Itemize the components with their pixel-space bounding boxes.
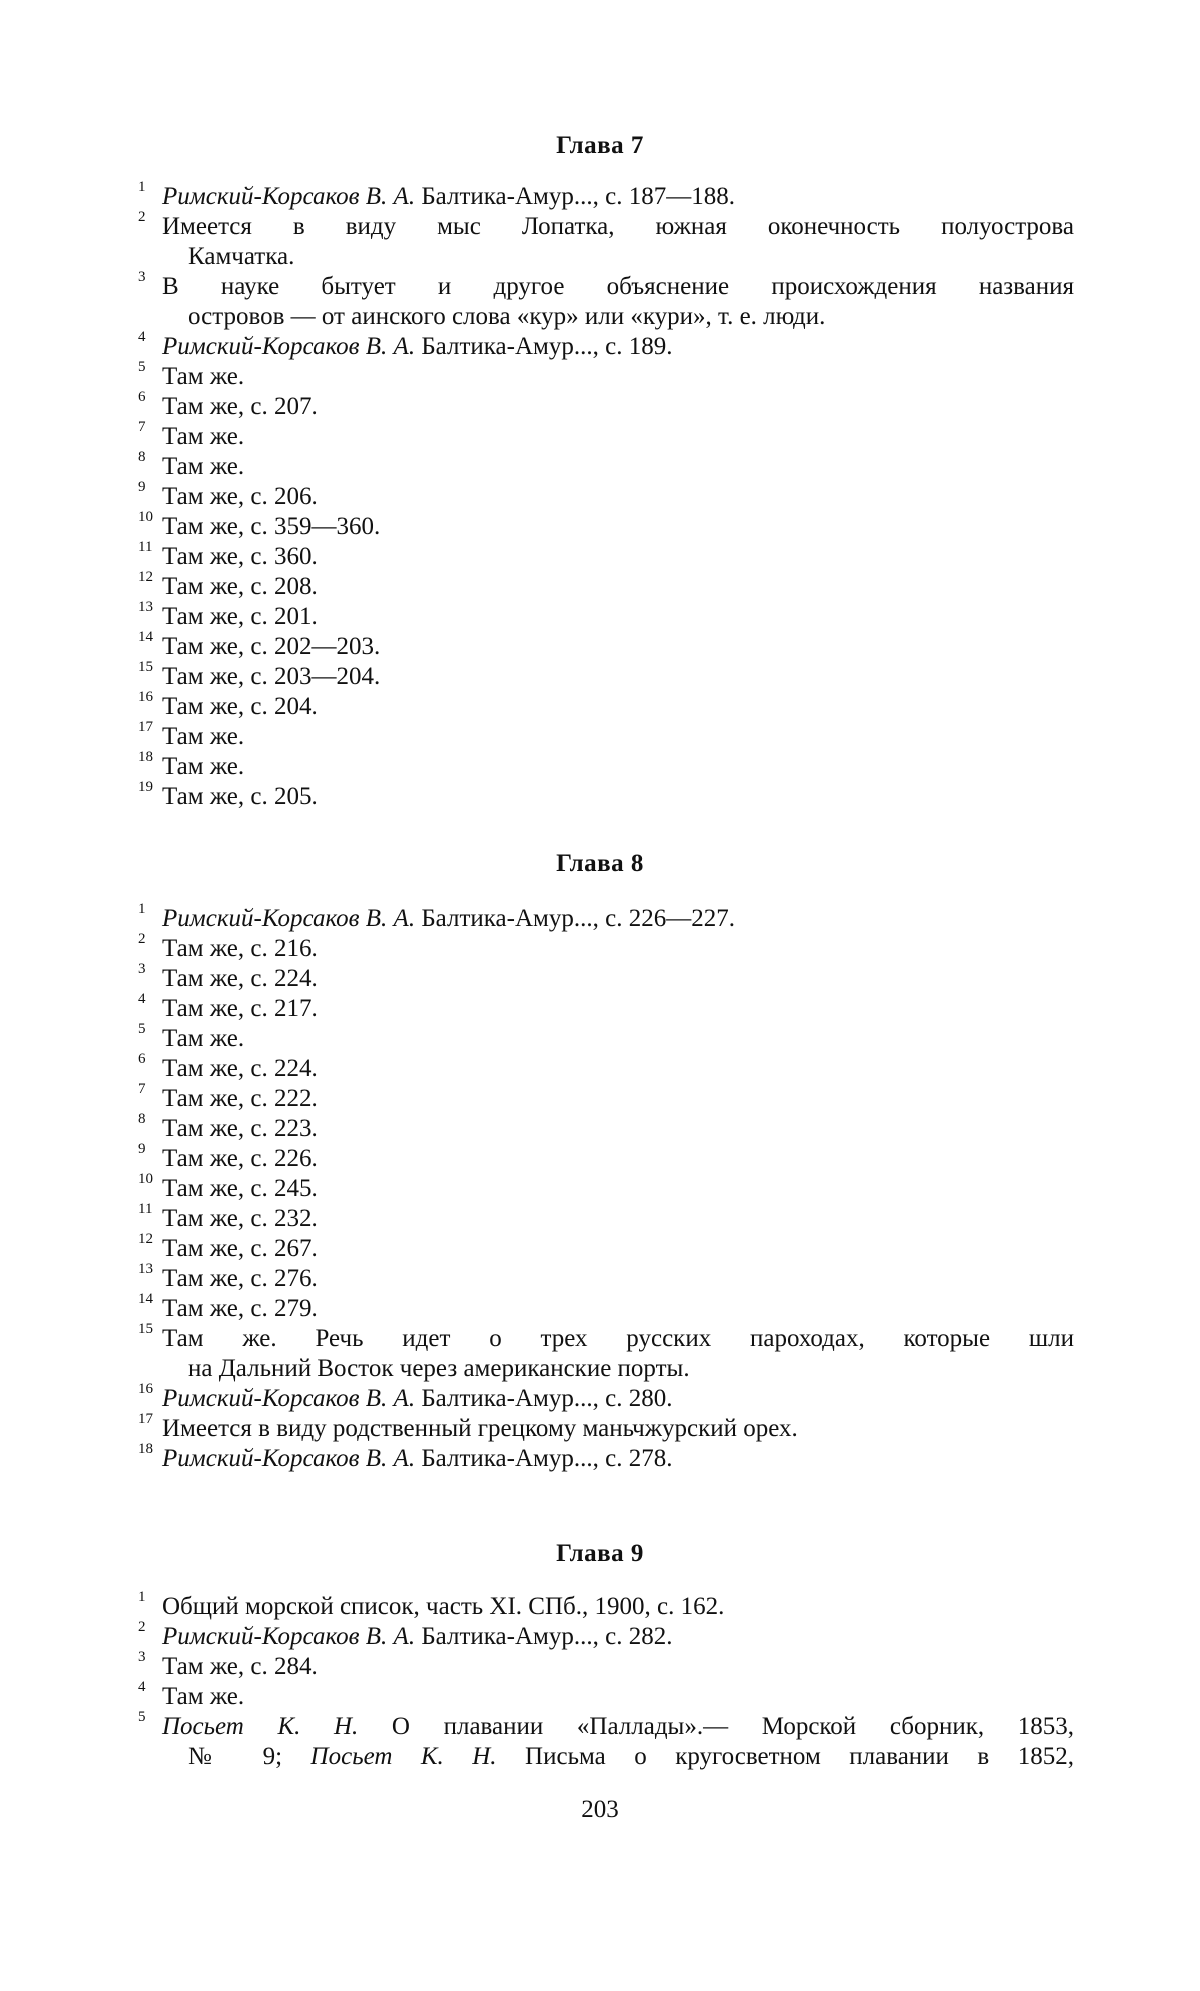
footnote-text [162, 782, 1074, 812]
footnote-source: Балтика-Амур..., с. 280. [415, 1385, 673, 1412]
footnote-source: Там же, с. 203—204. [162, 663, 381, 690]
footnote-text [162, 1084, 1074, 1114]
chapter-7-heading: Глава 7 [556, 132, 644, 159]
footnote [138, 449, 1074, 482]
footnote-number: 18 [138, 1441, 153, 1457]
footnote [138, 269, 1074, 332]
footnote-number: 8 [138, 1111, 146, 1127]
footnote-source: Там же, с. 232. [162, 1205, 318, 1232]
footnote-text [162, 542, 1074, 572]
footnote-number: 1 [138, 1589, 146, 1605]
footnote-source: Там же, с. 359—360. [162, 513, 381, 540]
author-name: Римский-Корсаков В. А. [162, 333, 416, 360]
footnote [138, 179, 1074, 212]
footnote-source: Имеется в виду родственный грецкому маньчжурский орех. [162, 1415, 798, 1442]
footnote [138, 539, 1074, 572]
footnote-number: 4 [138, 991, 146, 1007]
footnote-number: 3 [138, 1649, 146, 1665]
footnote-text [162, 632, 1074, 662]
footnote-source: Там же. [162, 363, 245, 390]
footnote-number: 6 [138, 1051, 146, 1067]
footnote-text [162, 272, 1074, 332]
footnote-source: Там же, с. 360. [162, 543, 318, 570]
footnote-text [162, 1264, 1074, 1294]
footnote [138, 689, 1074, 722]
footnote-number: 19 [138, 779, 153, 795]
footnote-number: 15 [138, 659, 153, 675]
footnote-number: 12 [138, 569, 153, 585]
footnote-number: 7 [138, 1081, 146, 1097]
footnote-source: Там же, с. 224. [162, 965, 318, 992]
footnote-number: 14 [138, 629, 153, 645]
footnote [138, 931, 1074, 964]
footnote-text [162, 1114, 1074, 1144]
footnote-text [162, 452, 1074, 482]
footnote [138, 1201, 1074, 1234]
footnote-source: № 9; [188, 1743, 311, 1770]
footnote-text [162, 1174, 1074, 1204]
footnote-number: 14 [138, 1291, 153, 1307]
footnote [138, 1441, 1074, 1474]
footnote-number: 9 [138, 1141, 146, 1157]
footnote-line [162, 1712, 1074, 1742]
footnote-source: Там же. [162, 423, 245, 450]
footnote [138, 1589, 1074, 1622]
footnote-line: Там же. Речь идет о трех русских пароходах, которые шли [162, 1325, 1074, 1352]
footnote-text [162, 1444, 1074, 1474]
chapter-9-notes [138, 1589, 1074, 1772]
footnote-text [162, 482, 1074, 512]
footnote-number: 1 [138, 901, 146, 917]
footnote-source: О плавании «Паллады».— Морской сборник, 1853, [358, 1713, 1074, 1740]
footnote [138, 1051, 1074, 1084]
footnote-text [162, 662, 1074, 692]
footnote-number: 2 [138, 1619, 146, 1635]
footnote-text [162, 1294, 1074, 1324]
footnote-source: Там же, с. 217. [162, 995, 318, 1022]
footnote-text [162, 392, 1074, 422]
footnote [138, 389, 1074, 422]
footnote-number: 2 [138, 209, 146, 225]
footnote-source: Балтика-Амур..., с. 226—227. [415, 905, 735, 932]
chapter-7-notes [138, 179, 1074, 812]
footnote-source: Там же, с. 207. [162, 393, 318, 420]
footnote-number: 11 [138, 539, 153, 555]
footnote-number: 6 [138, 389, 146, 405]
footnote-source: Там же. [162, 723, 245, 750]
chapter-8-heading: Глава 8 [556, 850, 644, 877]
footnote [138, 659, 1074, 692]
footnote-number: 7 [138, 419, 146, 435]
footnote [138, 991, 1074, 1024]
footnote [138, 1649, 1074, 1682]
author-name: Римский-Корсаков В. А. [162, 183, 416, 210]
footnote [138, 569, 1074, 602]
footnote-number: 4 [138, 1679, 146, 1695]
footnote [138, 1021, 1074, 1054]
footnote-text [162, 182, 1074, 212]
footnote-number: 17 [138, 1411, 153, 1427]
footnote-text [162, 692, 1074, 722]
footnote [138, 359, 1074, 392]
footnote [138, 749, 1074, 782]
footnote [138, 901, 1074, 934]
footnote-number: 9 [138, 479, 146, 495]
footnote-source: Там же. [162, 1683, 245, 1710]
footnote-text [162, 212, 1074, 272]
footnote-source: Там же, с. 284. [162, 1653, 318, 1680]
footnote [138, 1321, 1074, 1384]
footnote [138, 1111, 1074, 1144]
footnote-text [162, 722, 1074, 752]
footnote-text [162, 1414, 1074, 1444]
footnote [138, 1709, 1074, 1772]
footnote-text [162, 994, 1074, 1024]
footnote-number: 4 [138, 329, 146, 345]
footnote-source: Там же, с. 226. [162, 1145, 318, 1172]
footnote-text [162, 752, 1074, 782]
footnote-text [162, 422, 1074, 452]
page-number: 203 [581, 1796, 619, 1823]
footnote [138, 1291, 1074, 1324]
footnote-number: 2 [138, 931, 146, 947]
footnote-source: Там же, с. 223. [162, 1115, 318, 1142]
footnote-source: Там же, с. 245. [162, 1175, 318, 1202]
footnote-source: Балтика-Амур..., с. 282. [415, 1623, 673, 1650]
footnote-text [162, 1622, 1074, 1652]
footnote-source: Балтика-Амур..., с. 187—188. [415, 183, 735, 210]
footnote-source: Там же, с. 204. [162, 693, 318, 720]
footnote-text [162, 1592, 1074, 1622]
footnote-number: 5 [138, 359, 146, 375]
footnote [138, 1081, 1074, 1114]
footnote-text [162, 1204, 1074, 1234]
footnote-text [162, 572, 1074, 602]
footnote-number: 10 [138, 1171, 153, 1187]
footnote-source: Балтика-Амур..., с. 189. [415, 333, 673, 360]
footnote-text [162, 332, 1074, 362]
footnote [138, 419, 1074, 452]
footnote [138, 1171, 1074, 1204]
footnote-source: Там же, с. 202—203. [162, 633, 381, 660]
author-name: Посьет К. Н. [162, 1713, 359, 1740]
footnote-continuation: островов — от аинского слова «кур» или «кури», т. е. люди. [188, 303, 826, 330]
footnote-text [162, 362, 1074, 392]
footnote-source: Письма о кругосветном плавании в 1852, [496, 1743, 1074, 1770]
footnote-number: 1 [138, 179, 146, 195]
footnote-text [162, 964, 1074, 994]
footnote-number: 3 [138, 961, 146, 977]
author-name: Римский-Корсаков В. А. [162, 1623, 416, 1650]
footnote [138, 209, 1074, 272]
footnote-source: Там же, с. 208. [162, 573, 318, 600]
footnote-number: 15 [138, 1321, 153, 1337]
footnote-text [162, 512, 1074, 542]
footnote-source: Там же, с. 224. [162, 1055, 318, 1082]
footnote-continuation: Камчатка. [188, 243, 295, 270]
footnote-source: Там же, с. 201. [162, 603, 318, 630]
footnote-number: 13 [138, 599, 153, 615]
footnote-source: Там же, с. 216. [162, 935, 318, 962]
footnote [138, 329, 1074, 362]
footnote [138, 1679, 1074, 1712]
footnote [138, 719, 1074, 752]
footnote-source: Там же, с. 267. [162, 1235, 318, 1262]
footnote-text [162, 1682, 1074, 1712]
footnote-number: 11 [138, 1201, 153, 1217]
footnote-source: Там же, с. 206. [162, 483, 318, 510]
footnote-text [162, 602, 1074, 632]
author-name: Римский-Корсаков В. А. [162, 1385, 416, 1412]
chapter-8-notes [138, 901, 1074, 1474]
footnote-source: Балтика-Амур..., с. 278. [415, 1445, 673, 1472]
footnote-number: 8 [138, 449, 146, 465]
footnote [138, 961, 1074, 994]
footnote-number: 16 [138, 689, 153, 705]
footnote-text [162, 1384, 1074, 1414]
footnote-line: В науке бытует и другое объяснение происхождения названия [162, 273, 1074, 300]
footnote [138, 479, 1074, 512]
footnote-source: Там же, с. 276. [162, 1265, 318, 1292]
footnote-source: Там же. [162, 753, 245, 780]
footnote-text [162, 1652, 1074, 1682]
footnote [138, 1141, 1074, 1174]
footnote [138, 1261, 1074, 1294]
footnote-source: Там же, с. 279. [162, 1295, 318, 1322]
footnote-source: Общий морской список, часть XI. СПб., 1900, с. 162. [162, 1593, 725, 1620]
footnote [138, 629, 1074, 662]
footnote-source: Там же. [162, 453, 245, 480]
author-name: Посьет К. Н. [310, 1743, 497, 1770]
footnote [138, 1231, 1074, 1264]
author-name: Римский-Корсаков В. А. [162, 905, 416, 932]
footnote-text [162, 1024, 1074, 1054]
footnote-continuation: на Дальний Восток через американские порты. [188, 1355, 690, 1382]
chapter-9-heading: Глава 9 [556, 1540, 644, 1567]
footnote-number: 16 [138, 1381, 153, 1397]
footnote-text [162, 1144, 1074, 1174]
footnote-number: 5 [138, 1709, 146, 1725]
footnote-source: Там же, с. 222. [162, 1085, 318, 1112]
footnote-number: 10 [138, 509, 153, 525]
footnote-text [162, 1054, 1074, 1084]
footnote-text [162, 1234, 1074, 1264]
footnote-text [162, 1324, 1074, 1384]
footnote [138, 509, 1074, 542]
footnote-text [162, 934, 1074, 964]
footnote-text [162, 1712, 1074, 1772]
footnote-number: 18 [138, 749, 153, 765]
footnote-line: Имеется в виду мыс Лопатка, южная оконечность полуострова [162, 213, 1074, 240]
footnote [138, 1619, 1074, 1652]
footnote-number: 12 [138, 1231, 153, 1247]
footnote-text [162, 904, 1074, 934]
footnote-number: 13 [138, 1261, 153, 1277]
footnote [138, 1381, 1074, 1414]
footnote-number: 17 [138, 719, 153, 735]
footnote [138, 599, 1074, 632]
footnote-number: 3 [138, 269, 146, 285]
footnote-source: Там же. [162, 1025, 245, 1052]
footnote-number: 5 [138, 1021, 146, 1037]
footnote [138, 779, 1074, 812]
footnote-source: Там же, с. 205. [162, 783, 318, 810]
author-name: Римский-Корсаков В. А. [162, 1445, 416, 1472]
footnote [138, 1411, 1074, 1444]
footnote-continuation [162, 1742, 1074, 1772]
